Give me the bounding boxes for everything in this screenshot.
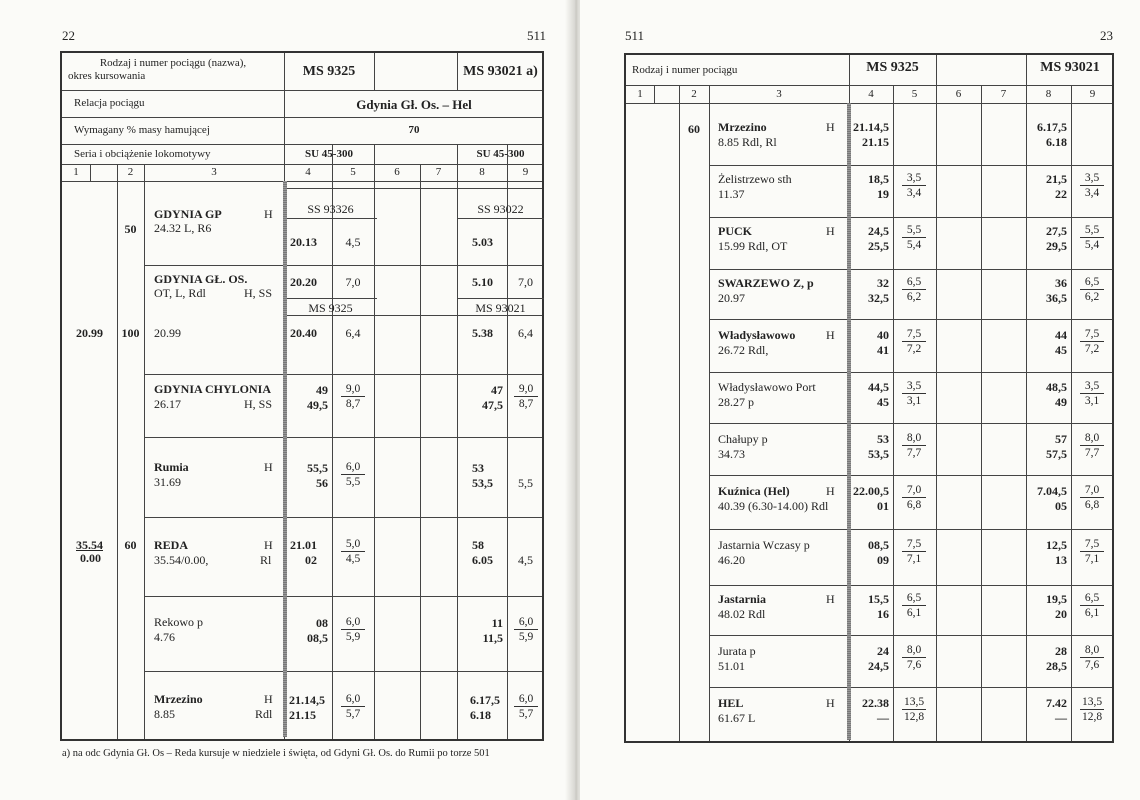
time-value: 27,5 (1046, 224, 1067, 238)
station-info: 26.17 (154, 397, 181, 411)
time-value: 19,5 (1046, 592, 1067, 606)
station-name: Rekowo p (154, 615, 203, 629)
col-number: 1 (637, 88, 643, 100)
time-value: 20.20 (290, 275, 317, 289)
col-number: 6 (955, 88, 962, 100)
header-rodzaj-label: Rodzaj i numer pociągu (632, 64, 738, 76)
time-value: 49 (1055, 395, 1067, 409)
time-value: 19 (877, 187, 889, 201)
time-value: 08,5 (307, 631, 328, 645)
station-code: H (826, 592, 835, 606)
run-time-fraction: $\frac{8,0}{7,7}$ (1076, 432, 1108, 459)
station-name: GDYNIA GP (154, 207, 222, 221)
time-value: 09 (877, 553, 889, 567)
time-value: 22 (1055, 187, 1067, 201)
time-value: 32 (877, 276, 889, 290)
ms-train-b: MS 93021 (475, 301, 526, 315)
speed-value: 60 (688, 122, 700, 136)
station-code: H (264, 538, 273, 552)
time-value: 36 (1055, 276, 1067, 290)
station-name: Kuźnica (Hel) (718, 484, 790, 498)
time-value: 28,5 (1046, 659, 1067, 673)
run-time-fraction: $\frac{7,5}{7,1}$ (898, 538, 930, 565)
station-info: 20.97 (718, 291, 745, 305)
run-time-fraction: $\frac{7,5}{7,2}$ (898, 328, 930, 355)
station-info: 51.01 (718, 659, 745, 673)
station-name: Jastarnia (718, 592, 766, 606)
col-number: 5 (911, 88, 918, 100)
time-value: 08 (316, 616, 328, 630)
station-info: 20.99 (154, 326, 181, 340)
station-name: HEL (718, 696, 744, 710)
run-time-fraction: $\frac{6,0}{5,9}$ (337, 616, 369, 643)
col-number: 2 (691, 88, 697, 100)
seria-b: SU 45-300 (476, 148, 525, 160)
time-value: 36,5 (1046, 291, 1067, 305)
station-info: 34.73 (718, 447, 745, 461)
run-time-fraction: $\frac{8,0}{7,6}$ (1076, 644, 1108, 671)
col-number: 2 (127, 166, 134, 178)
time-value: 6.17,5 (470, 693, 500, 707)
col-number: 3 (211, 166, 217, 178)
run-time-fraction: $\frac{5,5}{5,4}$ (898, 224, 930, 251)
ss-train-a: SS 93326 (307, 202, 354, 216)
run-time-fraction: $\frac{9,0}{8,7}$ (510, 383, 542, 410)
time-value: 24,5 (868, 224, 889, 238)
run-time-fraction: $\frac{13,5}{12,8}$ (903, 696, 925, 724)
time-value: 22.38 (862, 696, 889, 710)
time-value: 47 (491, 383, 503, 397)
km-value: 35.54 (76, 538, 103, 552)
train-b-header: MS 93021 (1040, 60, 1100, 75)
time-value: 20.40 (290, 326, 317, 340)
station-info: 26.72 Rdl, (718, 343, 769, 357)
col-number: 7 (1000, 88, 1007, 100)
station-info: 4.76 (154, 630, 175, 644)
station-name: Mrzezino (718, 120, 767, 134)
time-value: 08,5 (868, 538, 889, 552)
run-time-fraction: $\frac{7,5}{7,2}$ (1076, 328, 1108, 355)
time-value: 6.17,5 (1037, 120, 1067, 134)
time-value: 11 (491, 616, 503, 630)
run-time-fraction: $\frac{7,0}{6,8}$ (898, 484, 930, 511)
time-value: 11,5 (482, 631, 503, 645)
col-number: 8 (479, 166, 485, 178)
run-time-fraction: $\frac{5,5}{5,4}$ (1076, 224, 1108, 251)
time-value: 25,5 (868, 239, 889, 253)
time-value: 12,5 (1046, 538, 1067, 552)
time-value: 22.00,5 (853, 484, 889, 498)
time-value: 57 (1055, 432, 1067, 446)
hamulec-value: 70 (408, 124, 420, 136)
time-value: 6.18 (1046, 135, 1067, 149)
page-number: 22 (62, 28, 75, 43)
run-time: 4,5 (345, 235, 361, 249)
time-value: 56 (316, 476, 328, 490)
time-value: 55,5 (307, 461, 328, 475)
time-value: 20.13 (290, 235, 317, 249)
station-info: 48.02 Rdl (718, 607, 766, 621)
relacja-label: Relacja pociągu (74, 97, 145, 109)
station-name: Jurata p (718, 644, 756, 658)
header-rodzaj-label-2: okres kursowania (68, 70, 146, 82)
station-name: Rumia (154, 460, 189, 474)
time-value: 53,5 (472, 476, 493, 490)
time-value: 02 (305, 553, 317, 567)
col-number: 6 (394, 166, 400, 178)
station-info: 28.27 p (718, 395, 754, 409)
run-time-fraction (1076, 120, 1108, 122)
station-info: 31.69 (154, 475, 181, 489)
time-value: 41 (877, 343, 889, 357)
seria-a: SU 45-300 (305, 148, 353, 160)
time-value: 24 (877, 644, 889, 658)
km-value: 20.99 (76, 326, 103, 340)
time-value: — (877, 711, 889, 725)
station-info: 8.85 Rdl, Rl (718, 135, 777, 149)
time-value: 13 (1055, 553, 1067, 567)
station-name: PUCK (718, 224, 752, 238)
time-value: 53 (877, 432, 889, 446)
run-time: 6,4 (518, 326, 533, 340)
col-number: 9 (522, 166, 529, 178)
run-time-fraction (898, 120, 930, 122)
train-b-header: MS 93021 a) (463, 64, 538, 79)
time-value: 6.18 (470, 708, 491, 722)
ss-train-b: SS 93022 (477, 202, 524, 216)
page-number: 23 (1100, 28, 1113, 43)
station-code: H (826, 120, 835, 134)
time-value: 44,5 (868, 380, 889, 394)
run-time: 7,0 (518, 275, 533, 289)
col-number: 7 (435, 166, 442, 178)
run-time: 5,5 (518, 476, 533, 490)
run-time-fraction: $\frac{6,5}{6,1}$ (1076, 592, 1108, 619)
station-name: Chałupy p (718, 432, 768, 446)
time-value: 5.38 (472, 326, 493, 340)
time-value: 45 (1055, 343, 1067, 357)
right-page (580, 0, 1140, 800)
run-time-fraction: $\frac{7,5}{7,1}$ (1076, 538, 1108, 565)
section-number: 511 (625, 28, 645, 43)
station-info: 15.99 Rdl, OT (718, 239, 788, 253)
run-time-fraction: $\frac{8,0}{7,6}$ (898, 644, 930, 671)
time-value: 21.14,5 (289, 693, 325, 707)
speed-value: 50 (124, 222, 137, 236)
time-value: 40 (877, 328, 889, 342)
time-value: 45 (877, 395, 889, 409)
run-time-fraction: $\frac{6,0}{5,7}$ (510, 693, 542, 720)
train-a-header: MS 9325 (302, 64, 356, 79)
time-value: 29,5 (1046, 239, 1067, 253)
time-value: 32,5 (868, 291, 889, 305)
hamulec-label: Wymagany % masy hamującej (74, 124, 210, 136)
station-info: 40.39 (6.30-14.00) Rdl (718, 499, 829, 513)
time-value: 15,5 (868, 592, 889, 606)
time-value: 21.15 (289, 708, 316, 722)
col-number: 4 (868, 88, 874, 100)
station-info-right: Rl (260, 553, 272, 567)
footnote: a) na odc Gdynia Gł. Os – Reda kursuje w niedziele i święta, od Gdyni Gł. Os. do Rumii po torze 501 (62, 748, 490, 759)
station-code: H (826, 484, 835, 498)
station-info-right: Rdl (255, 707, 273, 721)
speed-value: 60 (124, 538, 137, 552)
run-time-fraction: $\frac{9,0}{8,7}$ (337, 383, 369, 410)
station-code: H (826, 328, 835, 342)
run-time-fraction: $\frac{6,5}{6,1}$ (898, 592, 930, 619)
station-info: 61.67 L (718, 711, 756, 725)
run-time-fraction: $\frac{3,5}{3,1}$ (898, 380, 930, 407)
station-info: 46.20 (718, 553, 745, 567)
station-code: H (264, 207, 273, 221)
col-number: 5 (350, 166, 356, 178)
time-value: 58 (472, 538, 484, 552)
time-value: 21.01 (290, 538, 317, 552)
run-time: 7,0 (345, 275, 361, 289)
time-value: 48,5 (1046, 380, 1067, 394)
time-value: 7.04,5 (1037, 484, 1067, 498)
timetable-left (60, 51, 544, 741)
time-value: 44 (1055, 328, 1067, 342)
run-time-fraction: $\frac{8,0}{7,7}$ (898, 432, 930, 459)
station-info-right: H, SS (244, 397, 273, 411)
station-name: SWARZEWO Z, p (718, 276, 814, 290)
time-value: 16 (877, 607, 889, 621)
run-time-fraction: $\frac{3,5}{3,1}$ (1076, 380, 1108, 407)
time-value: 57,5 (1046, 447, 1067, 461)
run-time-fraction: $\frac{3,5}{3,4}$ (1076, 172, 1108, 199)
run-time-fraction: $\frac{7,0}{6,8}$ (1076, 484, 1108, 511)
run-time: 6,4 (345, 326, 361, 340)
time-value: 28 (1055, 644, 1067, 658)
time-value: 01 (877, 499, 889, 513)
time-value: 24,5 (868, 659, 889, 673)
time-value: 5.03 (472, 235, 493, 249)
time-value: 7.42 (1046, 696, 1067, 710)
time-value: 18,5 (868, 172, 889, 186)
station-info: 35.54/0.00, (154, 553, 209, 567)
run-time-fraction: $\frac{13,5}{12,8}$ (1081, 696, 1103, 724)
time-value: 49,5 (307, 398, 328, 412)
time-value: 21.15 (862, 135, 889, 149)
run-time-fraction: $\frac{6,0}{5,9}$ (510, 616, 542, 643)
station-info-right: H, SS (244, 286, 273, 300)
run-time-fraction: $\frac{6,5}{6,2}$ (1076, 276, 1108, 303)
time-value: 49 (316, 383, 328, 397)
station-code: H (826, 696, 835, 710)
station-name: REDA (154, 538, 189, 552)
station-name: GDYNIA GŁ. OS. (154, 272, 248, 286)
header-rodzaj-label: Rodzaj i numer pociągu (nazwa), (99, 57, 247, 69)
run-time-fraction: $\frac{3,5}{3,4}$ (898, 172, 930, 199)
col-number: 1 (73, 166, 79, 178)
station-name: Władysławowo Port (718, 380, 816, 394)
time-value: 20 (1055, 607, 1067, 621)
run-time-fraction: $\frac{6,5}{6,2}$ (898, 276, 930, 303)
station-info: OT, L, Rdl (154, 286, 206, 300)
time-value: 6.05 (472, 553, 493, 567)
station-code: H (826, 224, 835, 238)
km-value: 0.00 (80, 551, 101, 565)
run-time: 4,5 (518, 553, 533, 567)
time-value: 53,5 (868, 447, 889, 461)
run-time-fraction: $\frac{6,0}{5,7}$ (337, 693, 369, 720)
station-info: 8.85 (154, 707, 175, 721)
timetable-right (624, 53, 1114, 743)
station-name: Władysławowo (718, 328, 796, 342)
station-info: 11.37 (718, 187, 745, 201)
time-value: 21.14,5 (853, 120, 889, 134)
station-name: GDYNIA CHYLONIA (154, 382, 272, 396)
time-value: 47,5 (482, 398, 503, 412)
speed-value: 100 (121, 326, 140, 340)
section-number: 511 (527, 28, 547, 43)
seria-label: Seria i obciążenie lokomotywy (74, 148, 211, 160)
time-value: 05 (1055, 499, 1067, 513)
station-name: Mrzezino (154, 692, 203, 706)
train-a-header: MS 9325 (866, 60, 919, 75)
time-value: 21,5 (1046, 172, 1067, 186)
time-value: 5.10 (472, 275, 493, 289)
time-value: 53 (472, 461, 484, 475)
run-time-fraction: $\frac{5,0}{4,5}$ (337, 538, 369, 565)
station-code: H (264, 692, 273, 706)
col-number: 4 (305, 166, 311, 178)
station-info: 24.32 L, R6 (154, 221, 212, 235)
col-number: 3 (776, 88, 782, 100)
relacja-value: Gdynia Gł. Os. – Hel (356, 97, 472, 112)
col-number: 9 (1089, 88, 1096, 100)
station-name: Żelistrzewo sth (718, 172, 792, 186)
time-value: — (1055, 711, 1067, 725)
run-time-fraction: $\frac{6,0}{5,5}$ (337, 461, 369, 488)
col-number: 8 (1045, 88, 1052, 100)
ms-train-a: MS 9325 (308, 301, 353, 315)
station-name: Jastarnia Wczasy p (718, 538, 810, 552)
station-code: H (264, 460, 273, 474)
